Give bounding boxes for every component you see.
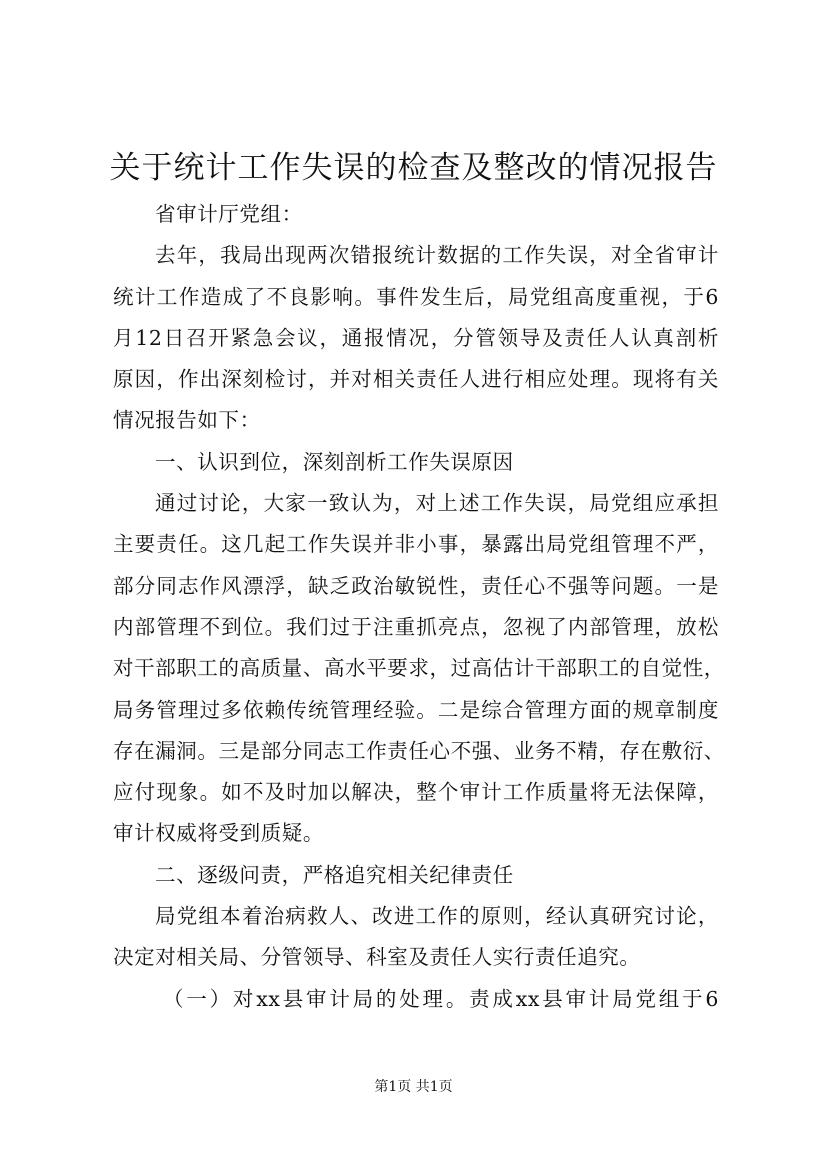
- paragraph-line: （一）对xx县审计局的处理。责成xx县审计局党组于6: [163, 986, 719, 1011]
- paragraph-line: 应付现象。如不及时加以解决，整个审计工作质量将无法保障，: [113, 780, 719, 805]
- paragraph-line: 主要责任。这几起工作失误并非小事，暴露出局党组管理不严，: [113, 532, 719, 557]
- paragraph-line: 对干部职工的高质量、高水平要求，过高估计干部职工的自觉性，: [113, 656, 725, 681]
- paragraph-line: 内部管理不到位。我们过于注重抓亮点，忽视了内部管理，放松: [113, 614, 719, 639]
- paragraph-line: 通过讨论，大家一致认为，对上述工作失误，局党组应承担: [155, 491, 719, 516]
- paragraph-line: 局务管理过多依赖传统管理经验。二是综合管理方面的规章制度: [113, 697, 719, 722]
- paragraph-line: 局党组本着治病救人、改进工作的原则，经认真研究讨论，: [155, 904, 719, 929]
- paragraph-line: 情况报告如下：: [113, 408, 261, 433]
- section-heading: 二、逐级问责，严格追究相关纪律责任: [155, 862, 514, 887]
- document-body: [113, 194, 725, 1020]
- document-title: 关于统计工作失误的检查及整改的情况报告: [109, 150, 718, 186]
- salutation: 省审计厅党组：: [155, 202, 303, 226]
- paragraph-line: 部分同志作风漂浮，缺乏政治敏锐性，责任心不强等问题。一是: [113, 573, 719, 598]
- paragraph-line: 审计权威将受到质疑。: [113, 821, 324, 846]
- paragraph-line: 月12日召开紧急会议，通报情况，分管领导及责任人认真剖析: [113, 325, 719, 350]
- paragraph-line: 原因，作出深刻检讨，并对相关责任人进行相应处理。现将有关: [113, 367, 719, 392]
- paragraph-line: 去年，我局出现两次错报统计数据的工作失误，对全省审计: [155, 243, 719, 268]
- paragraph-line: 决定对相关局、分管领导、科室及责任人实行责任追究。: [113, 945, 641, 970]
- section-heading: 一、认识到位，深刻剖析工作失误原因: [155, 449, 514, 474]
- paragraph-line: 存在漏洞。三是部分同志工作责任心不强、业务不精，存在敷衍、: [113, 738, 725, 763]
- paragraph-line: 统计工作造成了不良影响。事件发生后，局党组高度重视，于6: [113, 284, 719, 309]
- page-number-footer: 第1页 共1页: [374, 1079, 453, 1095]
